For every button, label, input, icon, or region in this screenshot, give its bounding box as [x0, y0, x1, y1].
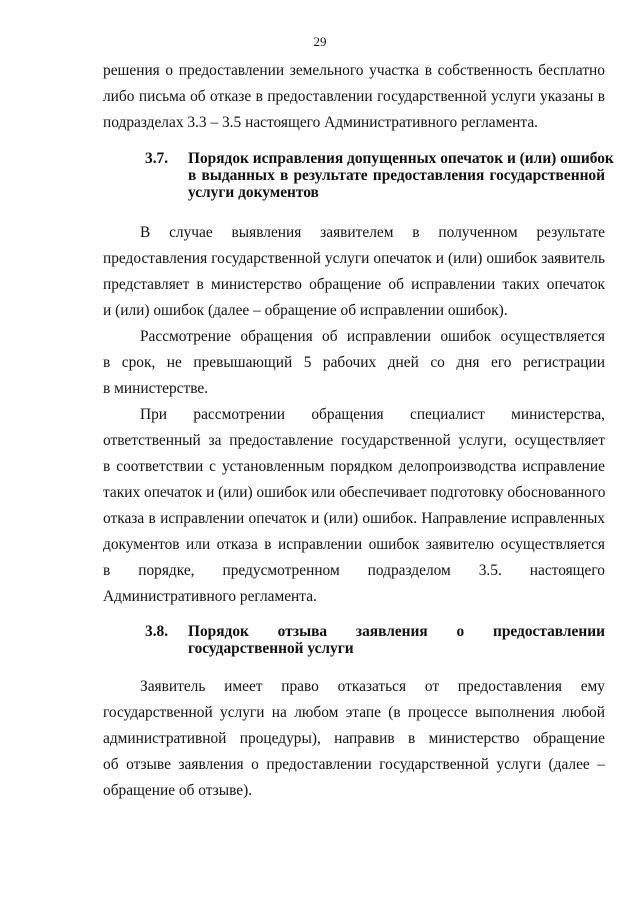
page-number: 29 [313, 34, 327, 49]
paragraph-line: В случае выявления заявителем в полученном результате [140, 224, 605, 241]
paragraph-line: Административного регламента. [103, 588, 317, 605]
paragraph-line: представляет в министерство обращение об исправлении таких опечаток [103, 276, 605, 293]
intro-line: подразделах 3.3 – 3.5 настоящего Административного регламента. [103, 114, 539, 131]
paragraph-line: предоставления государственной услуги опечаток и (или) ошибок заявитель [103, 250, 605, 267]
paragraph-line: Рассмотрение обращения об исправлении ошибок осуществляется [140, 328, 605, 345]
paragraph-line: документов или отказа в исправлении ошибок заявителю осуществляется [103, 536, 605, 553]
section-title-line: Порядок исправления допущенных опечаток и (или) ошибок [188, 150, 614, 167]
paragraph-line: При рассмотрении обращения специалист министерства, [140, 406, 605, 423]
paragraph-line: и (или) ошибок (далее – обращение об исправлении ошибок). [103, 302, 508, 319]
section-title-line: в выданных в результате предоставления государственной [188, 167, 605, 184]
section-title-line: Порядок отзыва заявления о предоставлении [188, 623, 605, 640]
paragraph-line: в соответствии с установленным порядком делопроизводства исправление [103, 458, 605, 475]
paragraph-line: обращение об отзыве). [103, 782, 253, 799]
paragraph-line: Заявитель имеет право отказаться от предоставления ему [140, 678, 605, 695]
paragraph-line: таких опечаток и (или) ошибок или обеспечивает подготовку обоснованного [103, 484, 606, 501]
paragraph-line: в срок, не превышающий 5 рабочих дней со дня его регистрации [103, 354, 605, 371]
section-number: 3.7. [145, 150, 169, 167]
paragraph-line: административной процедуры), направив в министерство обращение [103, 730, 605, 747]
section-number: 3.8. [145, 623, 169, 640]
intro-line: решения о предоставлении земельного участка в собственность бесплатно [103, 62, 605, 79]
paragraph-line: в министерстве. [103, 380, 209, 397]
intro-line: либо письма об отказе в предоставлении государственной услуги указаны в [103, 88, 605, 105]
paragraph-line: в порядке, предусмотренном подразделом 3.5. настоящего [103, 562, 605, 579]
paragraph-line: об отзыве заявления о предоставлении государственной услуги (далее – [103, 756, 605, 773]
section-title-line: услуги документов [188, 184, 319, 201]
section-title-line: государственной услуги [188, 640, 354, 657]
paragraph-line: государственной услуги на любом этапе (в процессе выполнения любой [103, 704, 605, 721]
paragraph-line: отказа в исправлении опечаток и (или) ошибок. Направление исправленных [103, 510, 605, 527]
paragraph-line: ответственный за предоставление государственной услуги, осуществляет [103, 432, 605, 449]
